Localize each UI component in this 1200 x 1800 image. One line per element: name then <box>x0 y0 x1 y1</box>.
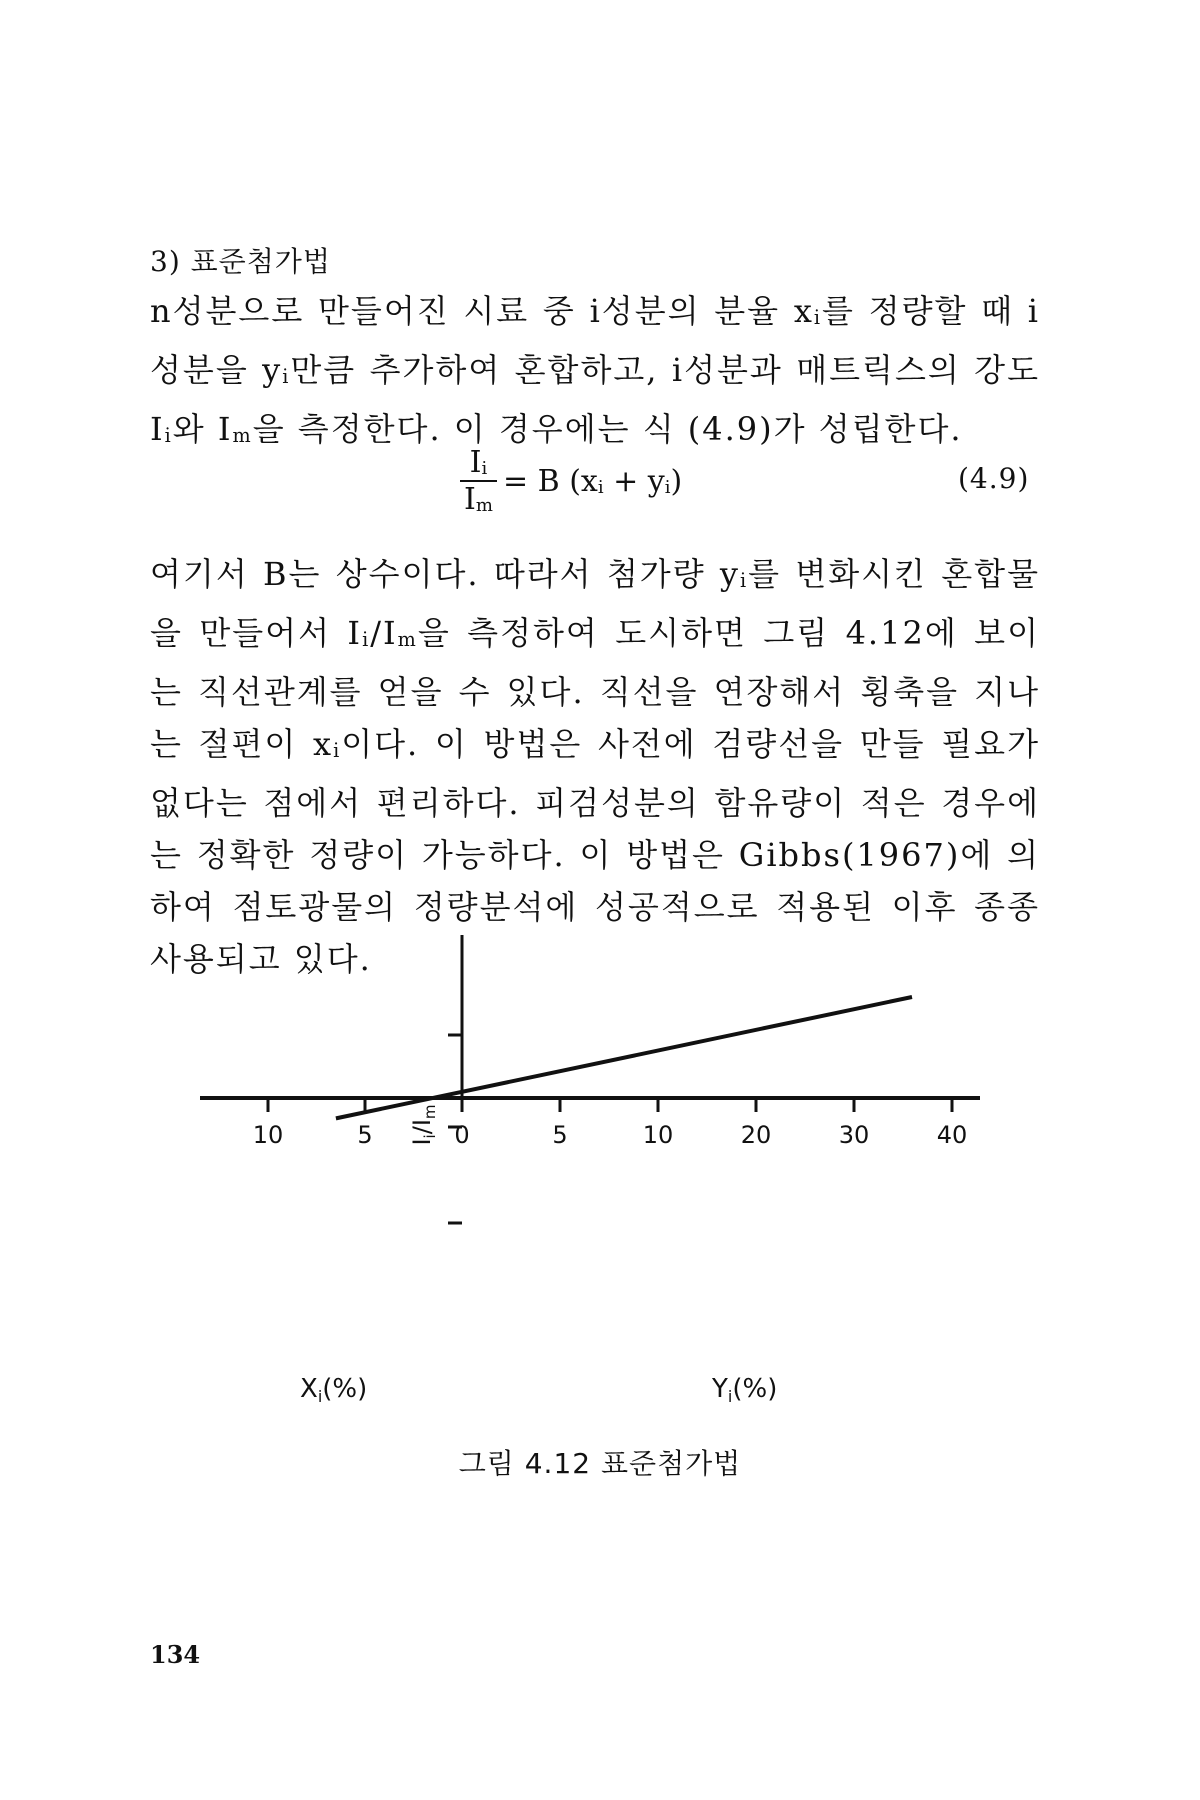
x-tick-label-right: 20 <box>740 1121 772 1149</box>
equation-rhs: = B $(x_i + y_i)$ <box>502 463 683 499</box>
series-line <box>336 997 912 1118</box>
x-axis-label-right: Yi(%) <box>712 1374 778 1406</box>
x-tick-label-right: 0 <box>454 1121 470 1149</box>
x-tick-label-right: 5 <box>552 1121 568 1149</box>
page-number: 134 <box>150 1640 201 1669</box>
x-tick-label-right: 40 <box>936 1121 968 1149</box>
y-axis-label: $I_i/I_m$ <box>408 1104 439 1146</box>
section-title: 3) 표준첨가법 <box>150 245 331 278</box>
x-tick-label-right: 10 <box>642 1121 674 1149</box>
equation-number: (4.9) <box>958 462 1030 495</box>
equation-fraction: $\frac{I_i}{I_m}$ <box>460 445 497 517</box>
paragraph-2: 여기서 B는 상수이다. 따라서 첨가량 $y_i$를 변화시킨 혼합물을 만들어서 $I_i/I_m$을 측정하여 도시하면 그림 4.12에 보이는 직선관계를 얻을 수 있다. 직선을 연장해서 횡축을 지나는 절편이 $x_i$이다. 이 방법은 사전에 검량선을 만들 필요가 없다는 점에서 편리하다. 피검성분의 함유량이 적은 경우에는 정확한 정량이 가능하다. 이 방법은 Gibbs(1967)에 의하여 점토광물의 정량분석에 성공적으로 적용된 이후 종종 사용되고 있다. <box>150 555 1040 978</box>
figure-caption: 그림 4.12 표준첨가법 <box>458 1447 742 1480</box>
x-axis-label-left: Xi(%) <box>300 1374 368 1406</box>
x-tick-label-right: 30 <box>838 1121 870 1149</box>
paragraph-1: n성분으로 만들어진 시료 중 i성분의 분율 $x_i$를 정량할 때 i성분을 $y_i$만큼 추가하여 혼합하고, i성분과 매트릭스의 강도 $I_i$와 $I_m$을 측정한다. 이 경우에는 식 (4.9)가 성립한다. <box>150 292 1041 448</box>
x-tick-label-left: 10 <box>252 1121 284 1149</box>
x-tick-label-left: 5 <box>357 1121 373 1149</box>
